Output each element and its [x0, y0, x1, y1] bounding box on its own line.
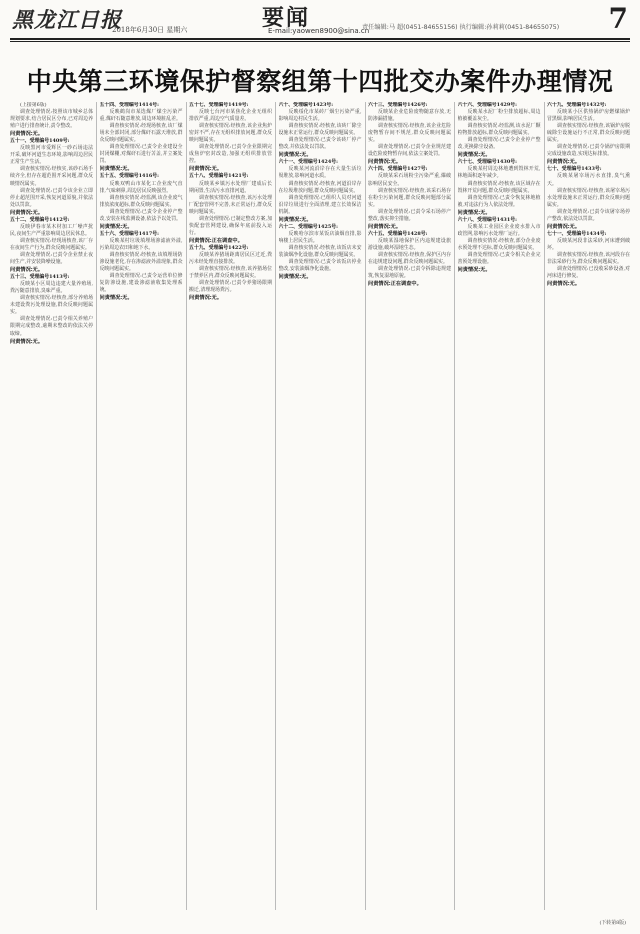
paragraph: 调查核实情况:经核查,该河段存在非法采砂行为,群众反映问题属实。	[547, 251, 630, 266]
section-label: 问责情况:无。	[457, 209, 491, 216]
case-heading: 六十六、受理编号1429号:	[457, 102, 517, 108]
paragraph: 调查核实情况:经核查,保护区内存在违规建设问题,群众反映问题属实。	[368, 251, 451, 266]
paragraph: 反映七台河市某焦化企业无组织排放严重,周边空气质量差。	[189, 109, 272, 123]
text-column-5	[368, 102, 451, 910]
paragraph: 反映绥化市某砖厂烟尘污染严重,影响周边村民生活。	[278, 109, 362, 123]
paragraph: 调查处理情况:已责令运营单位修复防渗设施,建设渗滤液收集处理系统。	[99, 273, 183, 294]
paragraph: 反映某企业危险废物随意存放,无防渗漏措施。	[368, 109, 451, 123]
text-column-7	[547, 102, 630, 910]
case-heading: 五十二、受理编号1412号:	[10, 216, 70, 223]
paragraph: 调查处理情况:已责令锅炉房限期完成设施改造,实现达标排放。	[547, 144, 630, 158]
article-body	[10, 102, 630, 912]
paragraph: 调查核实情况:经核实,该砂石场手续齐全,但存在超范围开采问题,群众反映情况属实。	[10, 166, 93, 187]
paragraph: 反映黑河市爱辉区一砂石场违法开采,破坏河道生态环境,影响周边居民正常生产生活。	[10, 145, 93, 166]
case-heading: 六十、受理编号1423号:	[278, 102, 334, 108]
paragraph: 调查处理情况:已没收采砂设备,对河床进行修复。	[547, 266, 630, 280]
case-heading: 五十一、受理编号1409号:	[10, 138, 70, 145]
section-label: 问责情况:无。	[10, 338, 44, 345]
paragraph: 反映某采石场粉尘污染严重,爆破影响居民安全。	[368, 173, 451, 187]
paragraph: 调查核实情况:经核查,该屠宰场污水处理设施未正常运行,群众反映问题属实。	[547, 187, 630, 208]
text-column-1	[10, 102, 93, 910]
paragraph: 调查处理情况:已责令相关企业完善预处理设施。	[457, 251, 541, 266]
section-label: 问责情况:正在调查中。	[368, 281, 422, 288]
paragraph: 调查核实情况:经核查,该填埋场防渗设施老化,存在渗滤液外溢现象,群众反映问题属实。	[99, 251, 183, 273]
paragraph: 调查核实情况:经核查,部分企业废水预处理不达标,群众反映问题属实。	[457, 237, 541, 251]
section-label: 问责情况:无。	[99, 223, 133, 230]
paragraph: 调查核实情况:经核查,河道沿岸存在垃圾堆放问题,群众反映问题属实。	[278, 180, 362, 194]
paragraph: 调查处理情况:已责令企业停产整改,更换除尘设备。	[457, 137, 541, 151]
paragraph: 调查处理情况:按照该市城乡总体规划要求,结合居民区分布,已对周边养殖户进行排查统计,责令整改。	[10, 109, 93, 130]
masthead	[0, 0, 640, 38]
paragraph: 反映某小区周边违建大量养殖场,粪污随意排放,臭味严重。	[10, 281, 93, 295]
case-heading: 五十三、受理编号1413号:	[10, 274, 70, 281]
paragraph: 反映某河流沿岸存在大量生活垃圾堆放,影响河道水质。	[278, 166, 362, 180]
paragraph: 调查核实情况:经核查,该养猪场位于禁养区内,群众反映问题属实。	[189, 266, 272, 280]
section-label: 问责情况:无。	[547, 223, 581, 230]
column-divider	[365, 102, 366, 910]
section-label: 问责情况:无。	[189, 166, 223, 173]
section-label: 问责情况:无。	[278, 216, 312, 223]
case-heading: 六十八、受理编号1431号:	[457, 216, 517, 223]
section-title: 要闻	[262, 5, 311, 31]
paragraph: 调查处理情况:已责令相关养殖户限期完成整改,逾期未整改的依法关停取缔。	[10, 316, 93, 337]
paragraph: 调查处理情况:已责令该饭店停业整改,安装油烟净化设施。	[278, 259, 362, 273]
paragraph: 反映某养猪场距离居民区过近,粪污未经处理直接排放。	[189, 251, 272, 266]
case-heading: 七十、受理编号1433号:	[547, 166, 602, 173]
paragraph: 调查处理情况:已责令该企业立即停止超范围开采,恢复河道原貌,并依法处以罚款。	[10, 187, 93, 208]
paragraph: 反映哈尔滨市某饭店油烟直排,影响楼上居民生活。	[278, 230, 362, 244]
section-label: 问责情况:无。	[368, 223, 402, 230]
paragraph: 反映某小区供热锅炉房燃煤锅炉冒黑烟,影响居民生活。	[547, 109, 630, 123]
paragraph: 反映某村垃圾填埋场渗滤液外溢,污染周边农田和地下水。	[99, 237, 183, 251]
section-label: 问责情况:无。	[368, 159, 402, 166]
section-label: 问责情况:无。	[547, 281, 581, 288]
case-heading: 五十四、受理编号1414号:	[99, 102, 159, 108]
paragraph: 调查处理情况:已责令该砖厂停产整改,并依法处以罚款。	[278, 137, 362, 151]
text-column-3	[189, 102, 272, 910]
paragraph: 反映某工业园区企业废水排入市政管网,影响污水处理厂运行。	[457, 223, 541, 237]
article-headline: 中央第三环境保护督察组第十四批交办案件办理情况	[26, 67, 614, 96]
paragraph: 调查核实情况:经现场核查,该厂存在夜间生产行为,群众反映问题属实。	[10, 237, 93, 251]
section-label: 问责情况:无。	[10, 131, 44, 138]
paragraph: 反映某村周边林地遭到毁林开荒,林地面积逐年减少。	[457, 166, 541, 180]
column-divider	[454, 102, 455, 910]
paragraph: 调查核实情况:经核查,该采石场存在粉尘污染问题,群众反映问题部分属实。	[368, 187, 451, 208]
paragraph: 调查核实情况:经监测,该水泥厂颗粒物排放超标,群众反映问题属实。	[457, 123, 541, 137]
paragraph: 调查核实情况:经监测,该企业废气排放浓度超标,群众反映问题属实。	[99, 194, 183, 208]
newspaper-logo: 黑龙江日报	[12, 7, 122, 32]
section-label: 问责情况:正在调查中。	[189, 237, 243, 244]
text-column-2	[100, 102, 183, 910]
paragraph: 调查处理情况:已责令企业规范建设危险废物暂存间,依法立案处罚。	[368, 144, 451, 158]
section-label: 问责情况:无。	[99, 295, 133, 302]
case-heading: 六十四、受理编号1427号:	[368, 166, 428, 173]
section-label: 问责情况:无。	[10, 209, 44, 216]
section-label: 问责情况:无。	[10, 267, 44, 274]
paragraph: 调查处理情况:已制定整改方案,加快配套管网建设,确保年底前投入运行。	[189, 215, 272, 236]
paragraph: 反映某水泥厂粉尘排放超标,周边植被覆盖灰尘。	[457, 109, 541, 123]
case-heading: 五十六、受理编号1417号:	[99, 230, 159, 237]
section-label: 问责情况:无。	[278, 274, 312, 281]
paragraph: 反映伊春市某木材加工厂噪声扰民,夜间生产严重影响周边居民休息。	[10, 223, 93, 237]
case-heading: 五十七、受理编号1419号:	[189, 102, 249, 108]
case-heading: 五十五、受理编号1416号:	[99, 173, 159, 180]
paragraph: 反映双鸭山市某化工企业废气直排,气味刺鼻,周边居民反映强烈。	[99, 180, 183, 194]
section-label: 问责情况:无。	[547, 159, 581, 166]
paragraph: 调查处理情况:已责令企业限期完成焦炉密封改造,加强无组织排放管控。	[189, 144, 272, 165]
paragraph: 调查处理情况:已责令养猪场限期搬迁,清理现场粪污。	[189, 280, 272, 294]
paragraph: 调查处理情况:已责令企业禁止夜间生产,并安装降噪设施。	[10, 251, 93, 266]
section-label: 问责情况:无。	[99, 166, 133, 173]
text-column-4	[279, 102, 362, 910]
case-heading: 六十三、受理编号1426号:	[368, 102, 428, 108]
editor-credits: 责任编辑:马 超(0451-84655156) 执行编辑:孙莉莉(0451-84655075)	[362, 24, 560, 31]
case-heading: 七十一、受理编号1434号:	[547, 230, 607, 237]
paragraph: 调查核实情况:经核查,该污水处理厂配套管网不完善,未正常运行,群众反映问题属实。	[189, 194, 272, 215]
paragraph: 调查处理情况:已责令企业建设全封闭煤棚,对煤矸石进行苫盖,并立案处罚。	[99, 144, 183, 165]
paragraph: 反映某乡镇污水处理厂建成后长期闲置,生活污水直排河道。	[189, 180, 272, 194]
case-heading: 五十九、受理编号1422号:	[189, 244, 249, 251]
paragraph: 调查处理情况:已责令恢复林地植被,对违法行为人依法处理。	[457, 194, 541, 208]
text-column-6	[458, 102, 541, 910]
column-divider	[275, 102, 276, 910]
case-heading: 六十九、受理编号1432号:	[547, 102, 607, 108]
paragraph: (上接第6版)	[20, 102, 47, 108]
continuation-note: (下转第8版)	[599, 920, 626, 926]
paragraph: 调查核实情况:经现场核查,该厂煤场未全部封闭,部分煤矸石露天堆放,群众反映问题属实。	[99, 123, 183, 144]
paragraph: 反映某河段非法采砂,河床遭到破坏。	[547, 237, 630, 251]
section-label: 问责情况:无。	[278, 152, 312, 159]
section-label: 问责情况:无。	[457, 152, 491, 159]
paragraph: 调查核实情况:经核查,该区域存在毁林开荒问题,群众反映问题属实。	[457, 180, 541, 194]
paragraph: 调查处理情况:已责令企业停产整改,安装在线监测设备,依法予以处罚。	[99, 208, 183, 222]
paragraph: 调查核实情况:经核查,该饭店未安装油烟净化设施,群众反映问题属实。	[278, 244, 362, 258]
case-heading: 六十一、受理编号1424号:	[278, 159, 338, 166]
section-label: 问责情况:无。	[189, 295, 223, 302]
masthead-rule	[10, 38, 630, 40]
case-heading: 六十二、受理编号1425号:	[278, 223, 338, 230]
paragraph: 调查核实情况:经核查,该砖厂除尘设施未正常运行,群众反映问题属实。	[278, 123, 362, 137]
paragraph: 调查处理情况:已责令该屠宰场停产整改,依法处以罚款。	[547, 208, 630, 222]
paragraph: 调查核实情况:经核查,该企业危险废物暂存间不规范,群众反映问题属实。	[368, 123, 451, 144]
section-email: E-mail:yaowen8900@sina.cn	[268, 27, 370, 35]
paragraph: 调查核实情况:经核查,该企业焦炉密封不严,存在无组织排放问题,群众反映问题属实。	[189, 123, 272, 144]
issue-date: 2018年6月30日 星期六	[112, 26, 188, 34]
paragraph: 反映鹤岗市某选煤厂煤尘污染严重,煤矸石随意堆放,周边环境脏乱差。	[99, 109, 183, 123]
paragraph: 调查处理情况:已责令拆除违规建筑,恢复湿地原貌。	[368, 266, 451, 280]
column-divider	[544, 102, 545, 910]
column-divider	[186, 102, 187, 910]
case-heading: 五十八、受理编号1421号:	[189, 173, 249, 180]
case-heading: 六十五、受理编号1428号:	[368, 230, 428, 237]
paragraph: 反映某湿地保护区内违规建设旅游设施,破坏湿地生态。	[368, 237, 451, 251]
paragraph: 反映某屠宰场污水直排,臭气熏天。	[547, 173, 630, 187]
paragraph: 调查核实情况:经核查,该锅炉房脱硫除尘设施运行不正常,群众反映问题属实。	[547, 123, 630, 144]
column-divider	[96, 102, 97, 910]
paragraph: 调查核实情况:经核查,部分养殖场未建设粪污处理设施,群众反映问题属实。	[10, 295, 93, 316]
paragraph: 调查处理情况:已组织人员对河道沿岸垃圾进行全面清理,建立长效保洁机制。	[278, 194, 362, 215]
page-number: 7	[608, 2, 628, 35]
paragraph: 调查处理情况:已责令采石场停产整改,落实抑尘措施。	[368, 208, 451, 222]
masthead-rule-thin	[10, 41, 630, 42]
case-heading: 六十七、受理编号1430号:	[457, 159, 517, 166]
section-label: 问责情况:无。	[457, 267, 491, 274]
